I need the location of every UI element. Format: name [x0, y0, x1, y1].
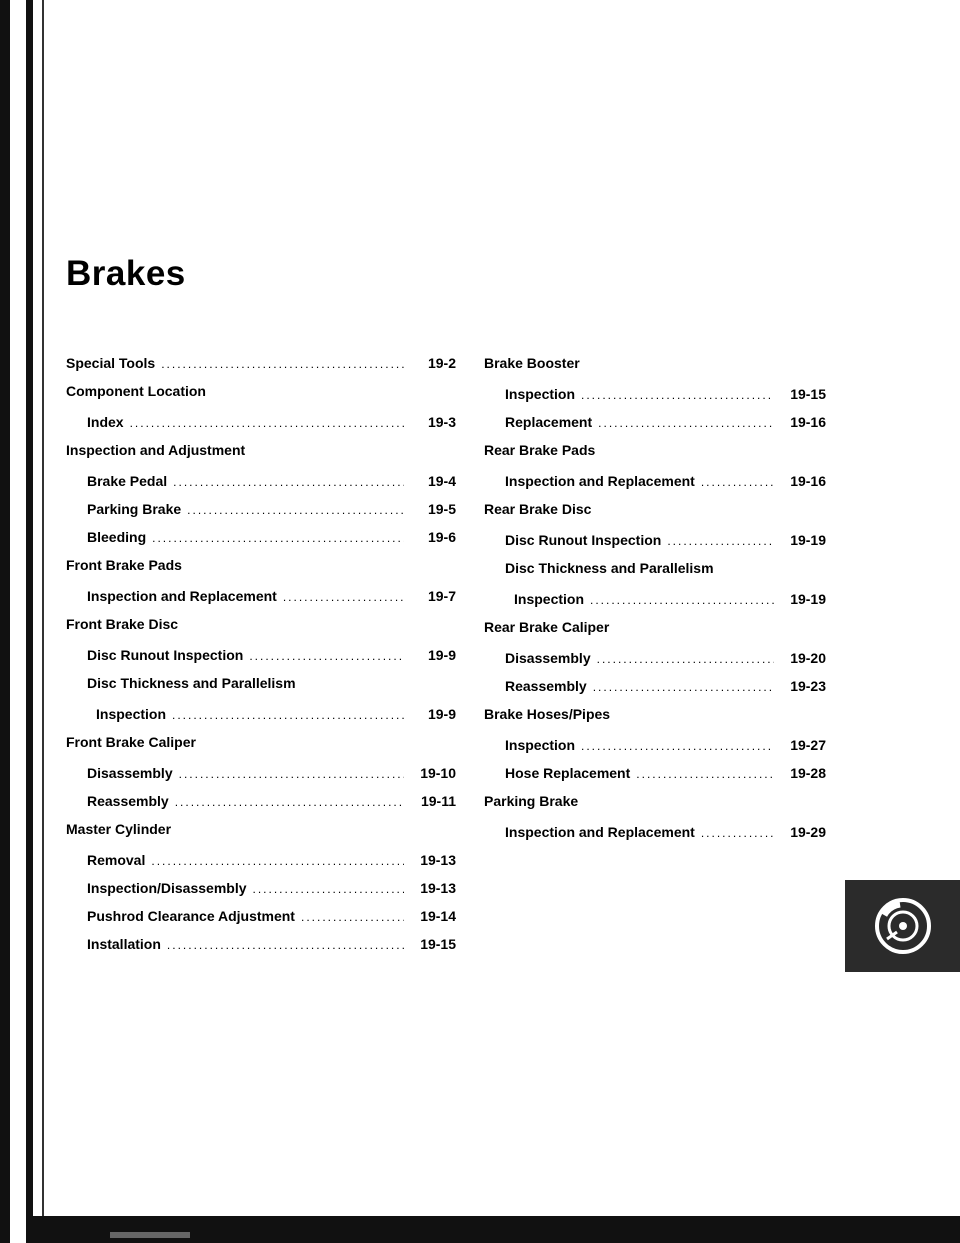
toc-entry-label: Disassembly — [87, 765, 173, 781]
page-bottom-bar-mark — [110, 1232, 190, 1238]
toc-entry-label: Hose Replacement — [505, 765, 631, 781]
toc-leader-dots — [636, 767, 774, 781]
toc-leader-dots — [172, 708, 404, 722]
toc-page-number: 19-27 — [790, 737, 826, 753]
toc-page-number: 19-15 — [790, 386, 826, 402]
toc-entry-label: Master Cylinder — [66, 821, 172, 837]
toc-entry-label: Inspection and Adjustment — [66, 442, 246, 458]
toc-entry[interactable] — [66, 706, 456, 734]
toc-leader-dots — [151, 854, 404, 868]
toc-entry-label: Parking Brake — [87, 501, 182, 517]
toc-heading — [484, 793, 826, 824]
toc-page-number: 19-9 — [427, 706, 456, 722]
toc-leader-dots — [301, 910, 404, 924]
toc-entry[interactable] — [484, 591, 826, 619]
toc-page-number: 19-16 — [790, 414, 826, 430]
toc-entry-label: Front Brake Disc — [66, 616, 179, 632]
toc-entry[interactable] — [66, 588, 456, 616]
page-bottom-bar — [30, 1216, 960, 1243]
toc-page-number: 19-15 — [420, 936, 456, 952]
toc-leader-dots — [173, 475, 404, 489]
toc-entry-label: Disassembly — [505, 650, 591, 666]
toc-entry[interactable] — [484, 532, 826, 560]
page-title: Brakes — [66, 254, 186, 293]
toc-entry[interactable] — [66, 765, 456, 793]
toc-entry-label: Inspection — [505, 737, 576, 753]
toc-entry-label: Index — [87, 414, 124, 430]
toc-entry[interactable] — [66, 908, 456, 936]
toc-page-number: 19-16 — [790, 473, 826, 489]
toc-entry-label: Inspection and Replacement — [87, 588, 277, 604]
toc-entry[interactable] — [484, 678, 826, 706]
toc-entry-label: Reassembly — [87, 793, 169, 809]
toc-page-number: 19-19 — [790, 532, 826, 548]
brake-disc-icon — [872, 895, 934, 957]
toc-page-number: 19-20 — [790, 650, 826, 666]
toc-entry-label: Front Brake Pads — [66, 557, 182, 573]
toc-entry-label: Installation — [87, 936, 161, 952]
toc-entry[interactable] — [66, 793, 456, 821]
toc-leader-dots — [179, 767, 404, 781]
toc-leader-dots — [167, 938, 404, 952]
toc-entry[interactable] — [484, 386, 826, 414]
toc-entry-label: Brake Pedal — [87, 473, 168, 489]
toc-heading — [484, 501, 826, 532]
binding-edge-line — [26, 0, 33, 1243]
toc-page-number: 19-19 — [790, 591, 826, 607]
toc-entry-label: Disc Runout Inspection — [87, 647, 244, 663]
toc-leader-dots — [597, 652, 774, 666]
toc-entry-label: Reassembly — [505, 678, 587, 694]
toc-page-number: 19-6 — [427, 529, 456, 545]
toc-entry-label: Inspection — [96, 706, 167, 722]
toc-entry[interactable] — [66, 529, 456, 557]
toc-page-number: 19-4 — [427, 473, 456, 489]
toc-leader-dots — [598, 416, 774, 430]
section-tab — [845, 880, 960, 972]
toc-page-number: 19-2 — [427, 355, 456, 371]
toc-entry[interactable] — [484, 737, 826, 765]
toc-leader-dots — [187, 503, 404, 517]
toc-leader-dots — [581, 739, 774, 753]
toc-heading — [66, 383, 456, 414]
binding-edge — [0, 0, 10, 1243]
toc-page-number: 19-29 — [790, 824, 826, 840]
toc-heading — [66, 442, 456, 473]
toc-page-number: 19-13 — [420, 880, 456, 896]
toc-leader-dots — [701, 475, 774, 489]
toc-entry-label: Inspection and Replacement — [505, 473, 695, 489]
toc-entry[interactable] — [66, 414, 456, 442]
toc-entry[interactable] — [484, 650, 826, 678]
toc-heading — [66, 675, 456, 706]
toc-heading — [66, 821, 456, 852]
toc-leader-dots — [581, 388, 774, 402]
toc-heading — [484, 355, 826, 386]
toc-leader-dots — [283, 590, 404, 604]
toc-leader-dots — [701, 826, 774, 840]
toc-entry-label: Disc Runout Inspection — [505, 532, 662, 548]
toc-entry[interactable] — [66, 355, 456, 383]
toc-entry-label: Parking Brake — [484, 793, 579, 809]
toc-entry[interactable] — [66, 501, 456, 529]
toc-entry[interactable] — [484, 473, 826, 501]
toc-entry-label: Replacement — [505, 414, 593, 430]
toc-leader-dots — [253, 882, 404, 896]
toc-entry-label: Inspection — [505, 386, 576, 402]
toc-heading — [484, 442, 826, 473]
toc-heading — [484, 560, 826, 591]
toc-entry-label: Pushrod Clearance Adjustment — [87, 908, 295, 924]
toc-entry[interactable] — [66, 647, 456, 675]
toc-left-column — [66, 355, 456, 964]
toc-entry-label: Component Location — [66, 383, 206, 399]
toc-page-number: 19-23 — [790, 678, 826, 694]
toc-entry-label: Inspection/Disassembly — [87, 880, 247, 896]
toc-leader-dots — [667, 534, 774, 548]
toc-heading — [66, 616, 456, 647]
toc-heading — [484, 706, 826, 737]
toc-entry[interactable] — [484, 765, 826, 793]
toc-leader-dots — [590, 593, 774, 607]
toc-entry-label: Removal — [87, 852, 146, 868]
toc-page-number: 19-7 — [427, 588, 456, 604]
toc-page-number: 19-11 — [420, 793, 456, 809]
toc-entry-label: Special Tools — [66, 355, 156, 371]
toc-leader-dots — [249, 649, 404, 663]
toc-entry-label: Disc Thickness and Parallelism — [87, 675, 296, 691]
toc-entry[interactable] — [66, 936, 456, 964]
binding-edge-line-thin — [42, 0, 44, 1243]
toc-leader-dots — [593, 680, 774, 694]
toc-page-number: 19-14 — [420, 908, 456, 924]
toc-entry-label: Rear Brake Disc — [484, 501, 592, 517]
toc-entry[interactable] — [484, 824, 826, 852]
toc-entry[interactable] — [66, 473, 456, 501]
toc-heading — [66, 557, 456, 588]
toc-leader-dots — [152, 531, 404, 545]
toc-entry[interactable] — [66, 852, 456, 880]
toc-entry[interactable] — [484, 414, 826, 442]
toc-leader-dots — [175, 795, 404, 809]
toc-leader-dots — [161, 357, 404, 371]
toc-entry-label: Brake Hoses/Pipes — [484, 706, 611, 722]
toc-heading — [484, 619, 826, 650]
toc-entry[interactable] — [66, 880, 456, 908]
toc-page-number: 19-10 — [420, 765, 456, 781]
toc-page-number: 19-5 — [427, 501, 456, 517]
toc-leader-dots — [130, 416, 404, 430]
toc-heading — [66, 734, 456, 765]
toc-right-column — [484, 355, 826, 852]
toc-entry-label: Brake Booster — [484, 355, 580, 371]
toc-page-number: 19-13 — [420, 852, 456, 868]
toc-entry-label: Bleeding — [87, 529, 147, 545]
toc-entry-label: Rear Brake Pads — [484, 442, 596, 458]
toc-entry-label: Front Brake Caliper — [66, 734, 196, 750]
toc-entry-label: Inspection and Replacement — [505, 824, 695, 840]
toc-entry-label: Rear Brake Caliper — [484, 619, 610, 635]
toc-entry-label: Inspection — [514, 591, 585, 607]
toc-page-number: 19-3 — [427, 414, 456, 430]
toc-page-number: 19-9 — [427, 647, 456, 663]
toc-entry-label: Disc Thickness and Parallelism — [505, 560, 714, 576]
toc-page-number: 19-28 — [790, 765, 826, 781]
